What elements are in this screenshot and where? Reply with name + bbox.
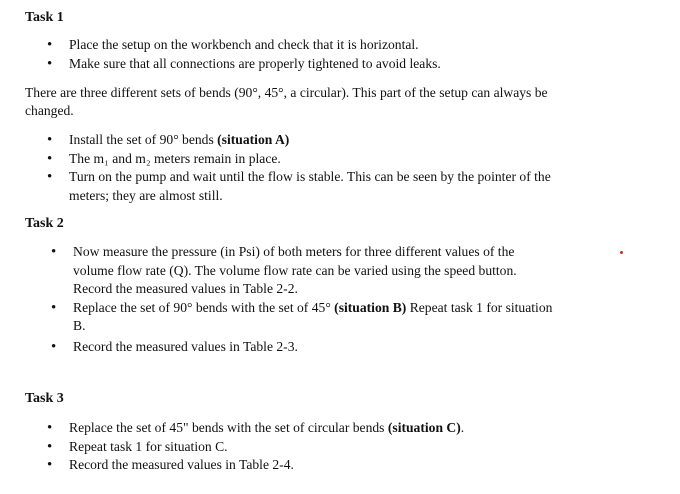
intro-paragraph-line-2: changed. [25,103,74,118]
task3-bullet-list [69,419,464,475]
task2-heading: Task 2 [25,216,64,231]
list-item: • Place the setup on the workbench and check that it is horizontal. [69,36,441,55]
list-item: • Make sure that all connections are properly tightened to avoid leaks. [69,55,441,74]
situation-label: (situation A) [217,132,290,147]
situation-label: (situation B) [334,299,407,315]
list-item: • Record the measured values in Table 2-4. [69,456,464,475]
list-item [69,131,551,150]
task3-heading: Task 3 [25,391,64,406]
list-item: • Record the measured values in Table 2-3. [73,338,552,357]
task1-heading: Task 1 [25,10,64,25]
list-item-text: Repeat task 1 for situation [406,299,553,315]
situation-label: (situation C) [387,420,461,435]
list-item-text: . [460,420,465,435]
list-item-line [73,299,552,318]
list-item: • Repeat task 1 for situation C. [69,438,464,457]
task2-bullet-list [73,243,552,356]
list-item-text: Replace the set of 90° bends with the set of 45° [73,299,335,315]
list-item-line: • Now measure the pressure (in Psi) of both meters for three different values of the [73,244,515,259]
list-item [73,299,552,336]
list-item [73,243,552,299]
list-item [69,419,464,438]
list-item-line: Record the measured values in Table 2-2. [73,281,298,296]
list-item-text: Install the set of 90° bends [69,132,218,147]
list-item-text: Replace the set of 45" bends with the set of circular bends [69,420,388,435]
intro-paragraph-line-1: There are three different sets of bends (90°, 45°, a circular). This part of the setup can always be [25,85,548,100]
setup-bullet-list [69,131,551,205]
task1-bullet-list [69,36,441,73]
list-item-line: • Turn on the pump and wait until the flow is stable. This can be seen by the pointer of the [69,169,551,184]
red-mark-dot [620,251,623,254]
list-item: • The m₁ and m₂ meters remain in place. [69,150,551,169]
list-item-line: volume flow rate (Q). The volume flow rate can be varied using the speed button. [73,262,517,278]
list-item-line: B. [73,318,86,333]
list-item-line: meters; they are almost still. [69,187,223,203]
list-item [69,168,551,205]
